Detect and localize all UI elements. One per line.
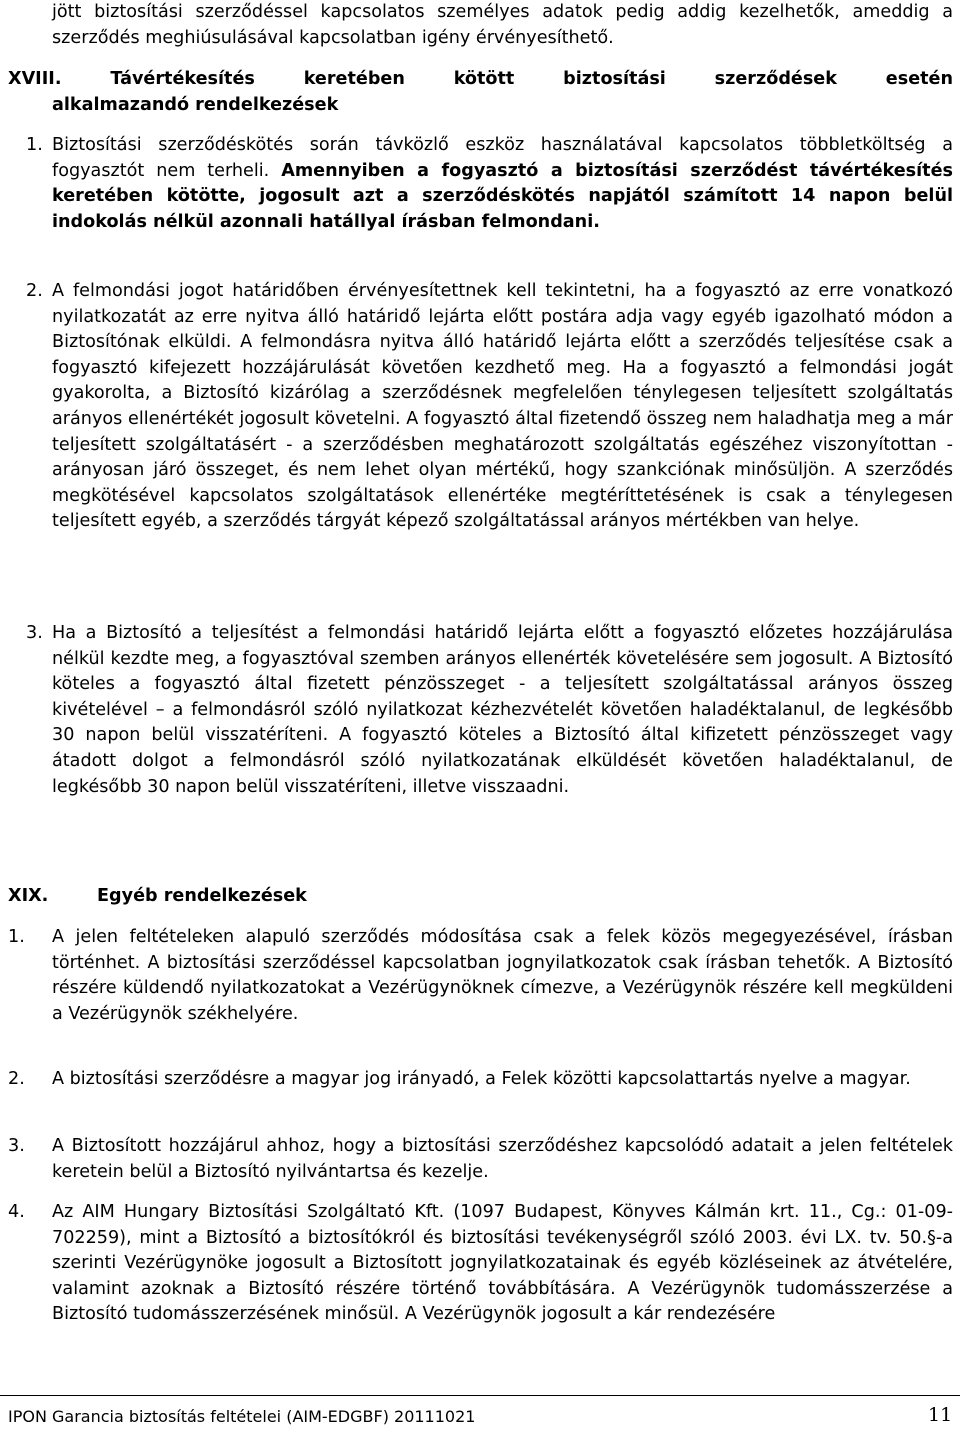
xix-item-2-number: 2. — [8, 1069, 25, 1089]
xviii-item-1-regular: Biztosítási szerződéskötés során távközlő eszköz használatával kapcsolatos többletköltség a fogyasztót nem terheli. — [52, 135, 953, 181]
xviii-item-2-number: 2. — [26, 281, 43, 301]
section-xix-title: Egyéb rendelkezések — [97, 886, 307, 906]
xviii-item-3-number: 3. — [26, 623, 43, 643]
xviii-item-3-text: Ha a Biztosító a teljesítést a felmondási határidő lejárta előtt a fogyasztó előzetes hozzájárulása nélkül kezdte meg, a fogyasztóval szemben arányos ellenérték követelésére sem jogosult. A Biztosító köteles a fogyasztó által fizetett pénzösszeget - a teljesített szolgáltatással arányos összeg kivételével – a felmondásról szóló nyilatkozat kézhezvételét követően haladéktalanul, de legkésőbb 30 napon belül visszatéríteni. A fogyasztó köteles a Biztosító által kifizetett pénzösszeget vagy átadott dolgot a felmondásról szóló nyilatkozatának elküldését követően haladéktalanul, de legkésőbb 30 napon belül visszatéríteni, illetve visszaadni. — [52, 623, 953, 797]
xix-item-4-number: 4. — [8, 1202, 25, 1222]
xix-item-3-number: 3. — [8, 1136, 25, 1156]
xix-item-3-text: A Biztosított hozzájárul ahhoz, hogy a biztosítási szerződéshez kapcsolódó adatait a jelen feltételek keretein belül a Biztosító nyilvántartsa és kezelje. — [52, 1136, 953, 1182]
xviii-item-2-text: A felmondási jogot határidőben érvényesítettnek kell tekintetni, ha a fogyasztó az erre vonatkozó nyilatkozatát az erre nyitva álló határidő lejárta előtt postára adja vagy egyéb igazolható módon a Biztosítónak elküldi. A felmondásra nyitva álló határidő lejárta előtt a szerződés teljesítése csak a fogyasztó kifejezett hozzájárulását követően kezdhető meg. Ha a fogyasztó a felmondási jogát gyakorolta, a Biztosító kizárólag a szerződésnek megfelelően ténylegesen teljesített szolgáltatás arányos ellenértékét jogosult követelni. A fogyasztó által fizetendő összeg nem haladhatja meg a már teljesített szolgáltatásért - a szerződésben meghatározott szolgáltatás egészéhez viszonyítottan - arányosan járó összeget, és nem lehet olyan mértékű, hogy szankciónak minősüljön. A szerződés megkötésével kapcsolatos szolgáltatások ellenértéke megtéríttetésének is csak a ténylegesen teljesített egyéb, a szerződés tárgyát képező szolgáltatással arányos mértékben van helye. — [52, 281, 953, 532]
xviii-item-1-text — [52, 133, 953, 235]
section-xviii-number: XVIII. — [8, 69, 62, 89]
section-xviii-title: Távértékesítés keretében kötött biztosítási szerződések esetén — [110, 69, 953, 89]
footer-document-title: IPON Garancia biztosítás feltételei (AIM-EDGBF) 20111021 — [8, 1407, 476, 1426]
xix-item-1-number: 1. — [8, 927, 25, 947]
section-xviii-heading-line2: alkalmazandó rendelkezések — [52, 95, 339, 115]
section-xix-number: XIX. — [8, 886, 49, 906]
footer-page-number: 11 — [928, 1404, 953, 1426]
xix-item-2-text: A biztosítási szerződésre a magyar jog irányadó, a Felek közötti kapcsolattartás nyelve a magyar. — [52, 1069, 911, 1089]
xix-item-1-text: A jelen feltételeken alapuló szerződés módosítása csak a felek közös megegyezésével, írásban történhet. A biztosítási szerződéssel kapcsolatban jognyilatkozatok csak írásban tehetők. A Biztosító részére küldendő nyilatkozatokat a Vezérügynöknek címezve, a Vezérügynök részére kell megküldeni a Vezérügynök székhelyére. — [52, 927, 953, 1024]
footer-divider — [0, 1395, 960, 1396]
xviii-item-1-bold: Amennyiben a fogyasztó a biztosítási szerződést távértékesítés keretében kötötte, jogosult azt a szerződéskötés napjától számított 14 napon belül indokolás nélkül azonnali hatállyal írásban felmondani. — [52, 160, 953, 232]
continuation-paragraph: jött biztosítási szerződéssel kapcsolatos személyes adatok pedig addig kezelhetők, ameddig a szerződés meghiúsulásával kapcsolatban igény érvényesíthető. — [52, 2, 953, 48]
section-xviii-heading-line1 — [8, 67, 953, 93]
xviii-item-1-number: 1. — [26, 135, 43, 155]
xix-item-4-text: Az AIM Hungary Biztosítási Szolgáltató Kft. (1097 Budapest, Könyves Kálmán krt. 11., Cg.: 01-09-702259), mint a Biztosító a biztosítókról és biztosítási tevékenységről szóló 2003. évi LX. tv. 50.§-a szerinti Vezérügynöke jogosult a Biztosított jognyilatkozatainak és egyéb közléseinek az átvételére, valamint azoknak a Biztosító részére történő továbbítására. A Vezérügynök tudomásszerzése a Biztosító tudomásszerzésének minősül. A Vezérügynök jogosult a kár rendezésére — [52, 1202, 953, 1325]
